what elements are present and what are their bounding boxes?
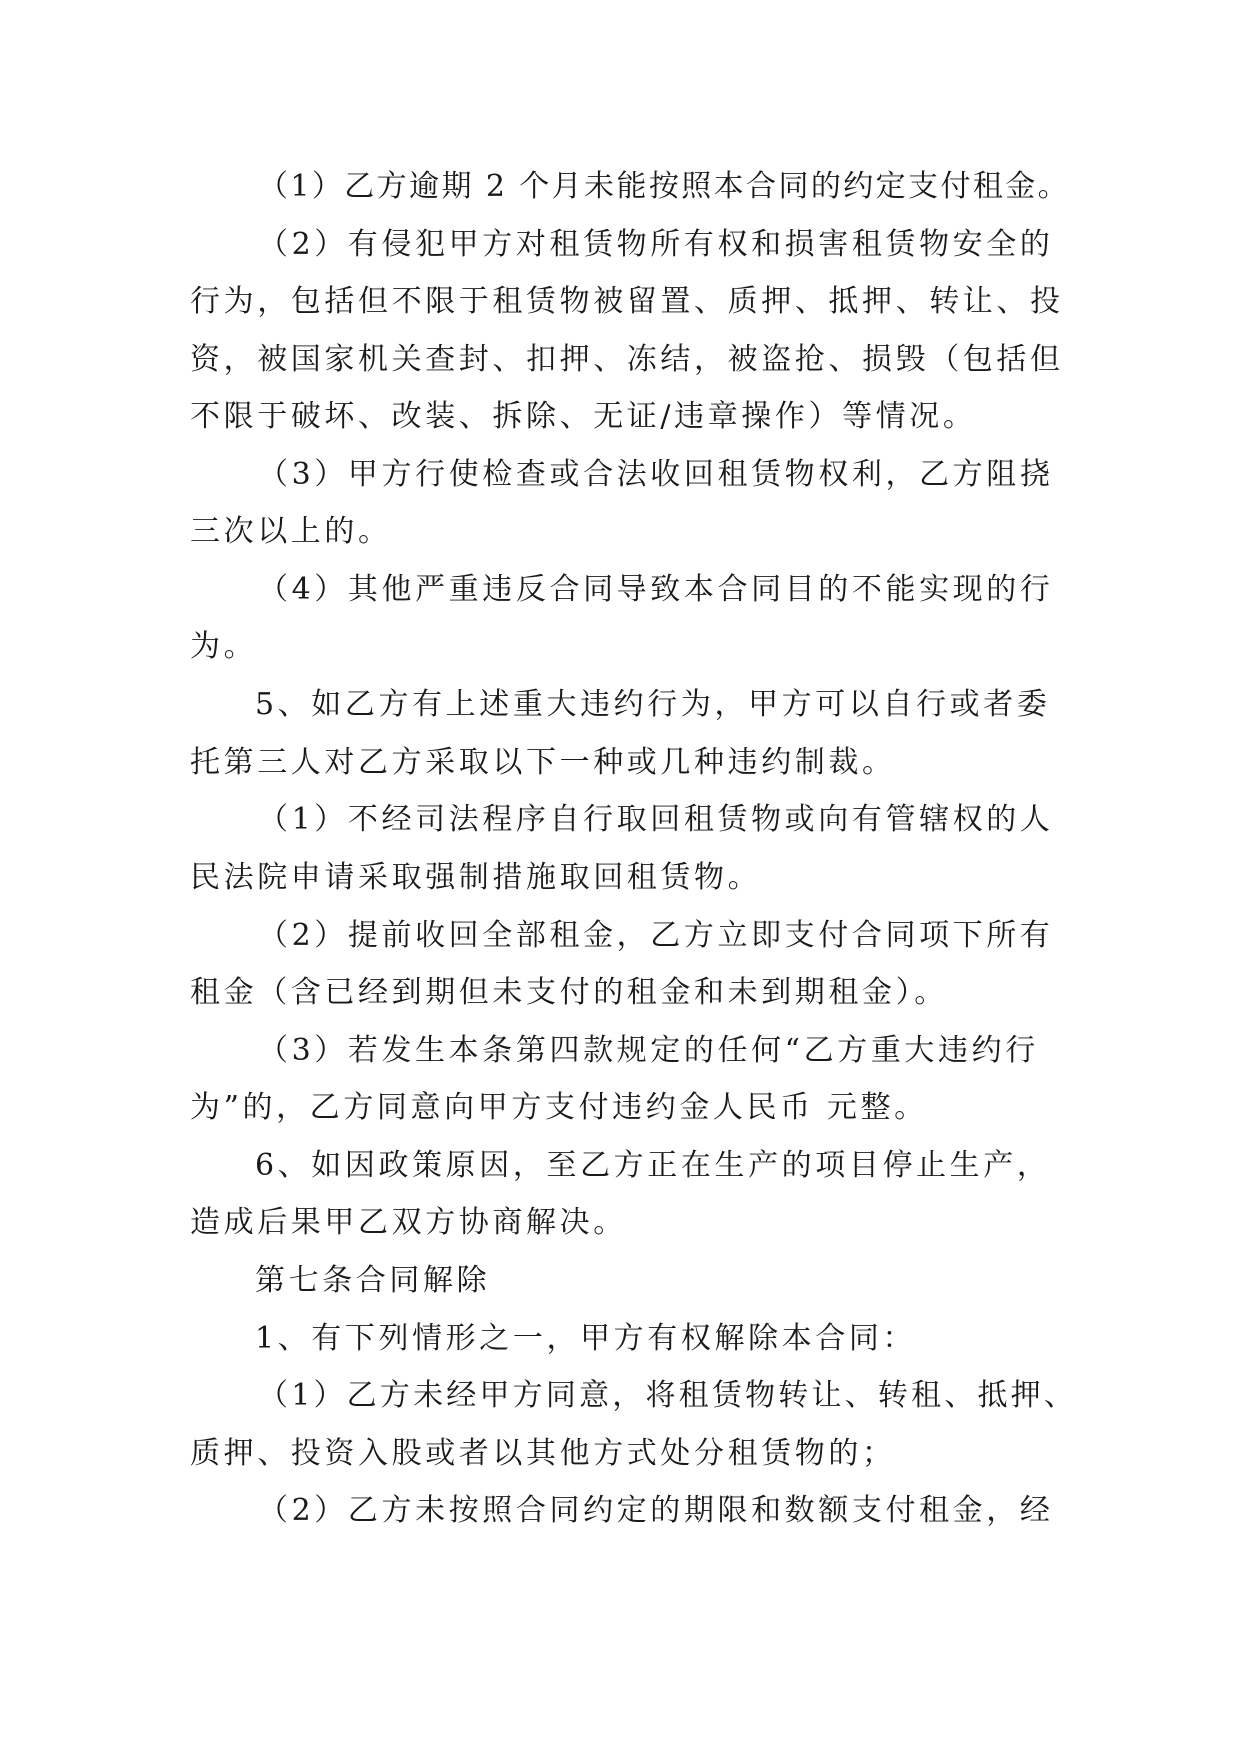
text-line: 民法院申请采取强制措施取回租赁物。: [190, 860, 762, 895]
text-line: （3）甲方行使检查或合法收回租赁物权利，乙方阻挠: [258, 457, 1054, 492]
text-line: （2）乙方未按照合同约定的期限和数额支付租金，经: [258, 1493, 1054, 1528]
text-line: 5、如乙方有上述重大违约行为，甲方可以自行或者委: [255, 687, 1051, 722]
text-line: 行为，包括但不限于租赁物被留置、质押、抵押、转让、投: [190, 284, 1064, 319]
text-line: （4）其他严重违反合同导致本合同目的不能实现的行: [258, 572, 1054, 607]
text-line: （2）提前收回全部租金，乙方立即支付合同项下所有: [258, 918, 1054, 953]
text-line: （3）若发生本条第四款规定的任何“乙方重大违约行: [258, 1033, 1039, 1068]
text-line: 为。: [190, 629, 258, 664]
text-line: 为”的，乙方同意向甲方支付违约金人民币 元整。: [190, 1090, 928, 1125]
text-line: 三次以上的。: [190, 514, 392, 549]
text-line: （1）乙方逾期 2 个月未能按照本合同的约定支付租金。: [258, 169, 1071, 204]
text-line: 1、有下列情形之一，甲方有权解除本合同：: [255, 1321, 917, 1356]
text-line: （1）不经司法程序自行取回租赁物或向有管辖权的人: [258, 802, 1054, 837]
text-line: （1）乙方未经甲方同意，将租赁物转让、转租、抵押、: [258, 1378, 1078, 1413]
text-line: 造成后果甲乙双方协商解决。: [190, 1205, 627, 1240]
text-line: 托第三人对乙方采取以下一种或几种违约制裁。: [190, 745, 896, 780]
text-line: 租金（含已经到期但未支付的租金和未到期租金）。: [190, 975, 948, 1010]
text-line: （2）有侵犯甲方对租赁物所有权和损害租赁物安全的: [258, 227, 1054, 262]
section-heading: 第七条合同解除: [255, 1263, 491, 1298]
text-line: 不限于破坏、改装、拆除、无证/违章操作）等情况。: [190, 399, 977, 434]
text-line: 6、如因政策原因，至乙方正在生产的项目停止生产，: [255, 1148, 1051, 1183]
text-line: 质押、投资入股或者以其他方式处分租赁物的；: [190, 1436, 896, 1471]
text-line: 资，被国家机关查封、扣押、冻结，被盗抢、损毁（包括但: [190, 342, 1064, 377]
